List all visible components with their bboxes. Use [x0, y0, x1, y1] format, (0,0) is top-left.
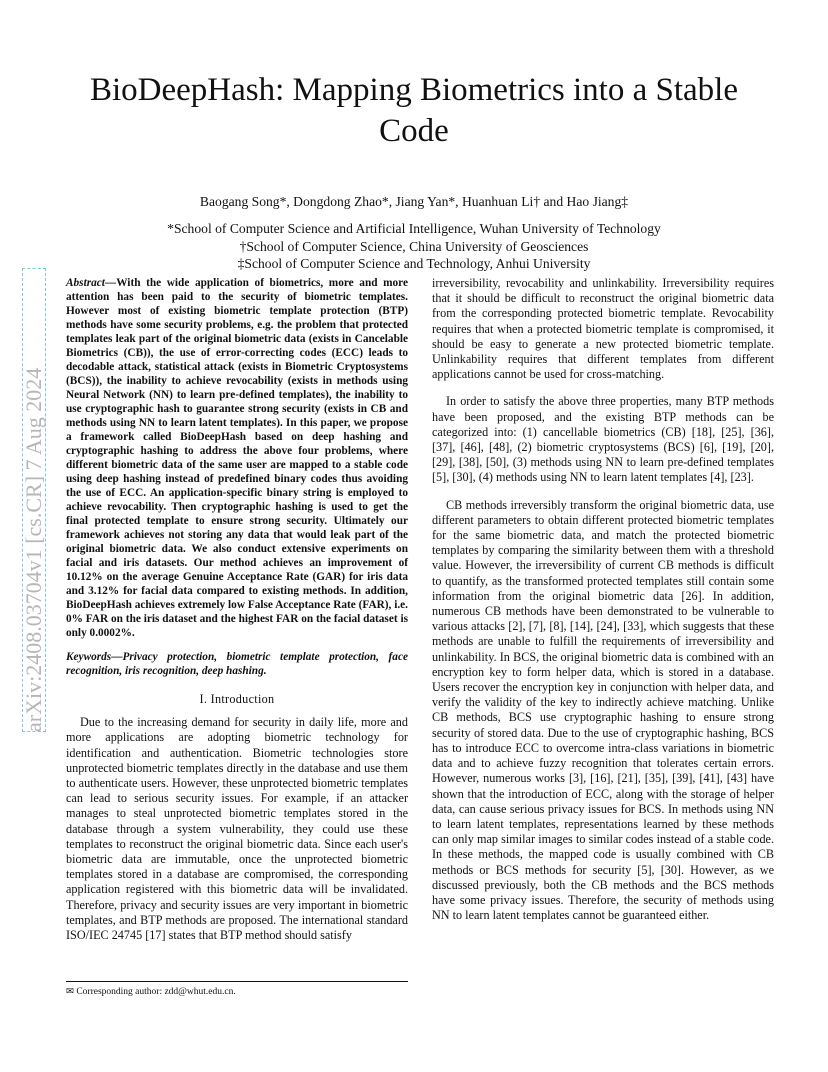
- affiliation-3: ‡School of Computer Science and Technology, Anhui University: [237, 256, 591, 271]
- abstract-text: —With the wide application of biometrics, more and more attention has been paid to the security of biometric templates. However most of existing biometric template protection (BTP) methods have some security problems, e.g. the problem that protected templates leak part of the original biometric data (exists in Cancelable Biometrics (CB)), the use of error-correcting codes (ECC) leads to decodable attack, statistical attack (exists in Biometric Cryptosystems (BCS)), the inability to achieve revocability (exists in methods using Neural Network (NN) to learn pre-defined templates), the inability to use cryptographic hash to guarantee strong security (exists in CB and methods using NN to learn latent templates). In this paper, we propose a framework called BioDeepHash based on deep hashing and cryptographic hashing to address the above four problems, where different biometric data of the same user are mapped to a stable code using deep hashing instead of predefined binary codes thus avoiding the use of ECC. An application-specific binary string is employed to achieve revocability. Then cryptographic hashing is used to get the final protected template to ensure strong security. Ultimately our framework achieves not storing any data that would leak part of the original biometric data. We also conduct extensive experiments on facial and iris datasets. Our method achieves an improvement of 10.12% on the average Genuine Acceptance Rate (GAR) for iris data and 3.12% for facial data compared to existing methods. In addition, BioDeepHash achieves extremely low False Acceptance Rate (FAR), i.e. 0% FAR on the iris dataset and the highest FAR on the facial dataset is only 0.0002%.: [66, 277, 408, 639]
- arxiv-stamp: arXiv:2408.03704v1 [cs.CR] 7 Aug 2024: [21, 367, 46, 732]
- footnote-divider: [66, 981, 408, 982]
- abstract: [66, 276, 408, 640]
- affiliation-1: *School of Computer Science and Artificial Intelligence, Wuhan University of Technology: [167, 221, 661, 236]
- keywords-label: Keywords: [66, 651, 112, 663]
- keywords: [66, 650, 408, 678]
- intro-paragraph-2: irreversibility, revocability and unlinkability. Irreversibility requires that it should be difficult to reconstruct the original biometric data from the corresponding protected biometric template. Revocability requires that when a protected biometric template is compromised, it should be easy to generate a new protected biometric template. Unlinkability requires that different templates from different applications cannot be used for cross-matching.: [432, 276, 774, 382]
- left-column: [66, 276, 408, 943]
- corresponding-author-footnote: ✉ Corresponding author: zdd@whut.edu.cn.: [66, 987, 236, 997]
- intro-paragraph-3: In order to satisfy the above three properties, many BTP methods have been proposed, and the existing BTP methods can be categorized into: (1) cancellable biometrics (CB) [18], [25], [36], [37], [46], [48], (2) biometric cryptosystems (BCS) [6], [19], [20], [29], [38], [50], (3) methods using NN to learn pre-defined templates [5], [30], (4) methods using NN to learn latent templates [4], [23].: [432, 394, 774, 485]
- intro-paragraph-1: Due to the increasing demand for security in daily life, more and more applications are adopting biometric technology for identification and authentication. Biometric technologies store unprotected biometric templates directly in the database and use them to authenticate users. However, these unprotected biometric templates can lead to serious security issues. For example, if an attacker manages to steal unprotected biometric templates stored in the database through a system vulnerability, they could use these templates to reconstruct the original biometric data. Since each user's biometric data are immutable, once the unprotected biometric templates stored in a database are compromised, the corresponding application registered with this biometric data will be invalidated. Therefore, privacy and security issues are very important in biometric templates, and BTP methods are proposed. The international standard ISO/IEC 24745 [17] states that BTP method should satisfy: [66, 715, 408, 943]
- keywords-text: —Privacy protection, biometric template protection, face recognition, iris recognition, deep hashing.: [66, 651, 408, 677]
- author-list: Baogang Song*, Dongdong Zhao*, Jiang Yan*, Huanhuan Li† and Hao Jiang‡: [199, 194, 629, 209]
- affiliations: [90, 210, 738, 273]
- abstract-label: Abstract: [66, 277, 105, 289]
- intro-paragraph-4: CB methods irreversibly transform the original biometric data, use different parameters to obtain different protected biometric templates for the same biometric data, and match the protected biometric templates by comparing the similarity between them with a threshold value. However, the irreversibility of current CB methods is difficult to quantify, as the transformed protected templates still contain some information from the original biometric data [26]. In addition, numerous CB methods have been demonstrated to be vulnerable to various attacks [2], [7], [8], [14], [24], [33], which suggests that these methods are unable to fulfill the requirements of irreversibility and unlinkability. In BCS, the original biometric data is combined with an encryption key to form helper data, which is stored in a database. Users recover the encryption key in conjunction with helper data, and verify the validity of the key to indirectly achieve matching. Unlike CB methods, BCS use cryptographic hashing to ensure strong security of stored data. Due to the use of cryptographic hashing, BCS has to introduce ECC to overcome intra-class variations in biometric data and to achieve fuzzy recognition that tolerates certain errors. However, numerous works [3], [16], [21], [35], [39], [41], [43] have shown that the introduction of ECC, along with the storage of helper data, can cause serious privacy issues for BCS. In methods using NN to learn latent templates, representations learned by these methods can only map similar images to similar codes instead of a stable code. In these methods, the mapped code is usually combined with CB methods or BCS methods for security [5], [30]. However, as we discussed previously, both the CB methods and the BCS methods have some privacy issues. Therefore, the security of methods using NN to learn latent templates cannot be guaranteed either.: [432, 497, 774, 923]
- affiliation-2: †School of Computer Science, China University of Geosciences: [239, 238, 589, 254]
- right-column: [432, 276, 774, 923]
- paper-title: BioDeepHash: Mapping Biometrics into a Stable Code: [90, 72, 738, 149]
- section-heading-introduction: I. Introduction: [199, 692, 275, 706]
